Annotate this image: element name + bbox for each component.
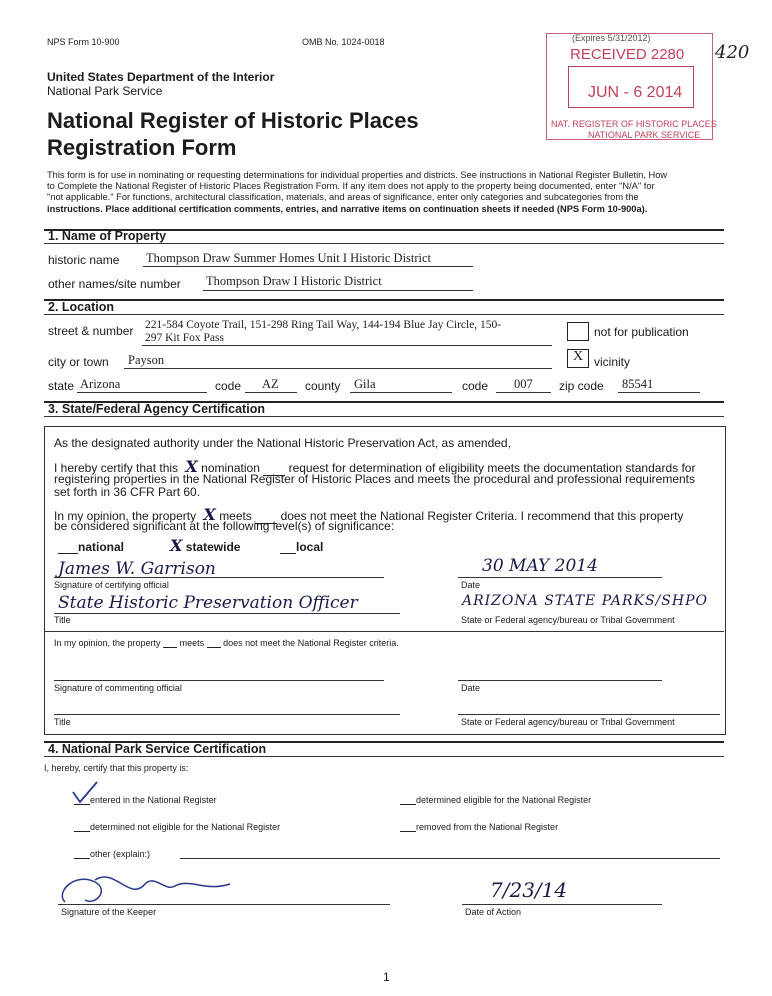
opinion-text: meets [179,638,205,648]
agency-label: State or Federal agency/bureau or Tribal Government [461,615,675,625]
nomination-mark: X [185,457,198,476]
street-value-line1[interactable]: 221-584 Coyote Trail, 151-298 Ring Tail Way, 144-194 Blue Jay Circle, 150- [145,319,502,331]
blank-line [280,542,296,554]
title-line [54,714,400,715]
intro-line: to Complete the National Register of Historic Places Registration Form. If any item does not apply to the property being documented, enter "N/A" for [47,181,655,192]
meets-mark: X [203,505,216,524]
cert-para-4: set forth in 36 CFR Part 60. [54,485,201,499]
field-underline [142,345,552,346]
signature-line [54,577,384,578]
agency-line [458,714,720,715]
section-1-heading: 1. Name of Property [48,229,167,243]
stamp-received: RECEIVED 2280 [570,46,685,63]
date-line [458,577,662,578]
blank-line [74,849,90,859]
option-determined-eligible-label: determined eligible for the National Register [416,795,592,805]
option-other-label: other (explain:) [90,849,151,859]
cert-para-1: As the designated authority under the National Historic Preservation Act, as amended, [54,436,511,450]
department: United States Department of the Interior [47,70,275,84]
blank-line [58,542,78,554]
level-national[interactable] [58,540,124,554]
expires-date: (Expires 5/31/2012) [572,33,651,43]
state-value[interactable]: Arizona [80,377,121,391]
intro-line: "not applicable." For functions, architectural classification, materials, and areas of significance, enter only categories and subcategories from the [47,192,639,203]
option-not-eligible[interactable] [74,822,280,832]
keeper-signature-scribble [55,862,245,910]
section-rule [44,314,724,315]
field-underline [203,290,473,291]
zip-value[interactable]: 85541 [622,377,654,391]
cert-text: request for determination of eligibility meets the documentation standards for [288,461,696,475]
form-title-line1: National Register of Historic Places [47,108,419,133]
date-of-action-label: Date of Action [465,907,522,917]
stamp-line2: NATIONAL PARK SERVICE [588,130,701,140]
statewide-mark: X [170,536,183,555]
field-underline [124,368,552,369]
level-national-label: national [78,540,125,554]
divider [44,631,724,632]
stamp-date: JUN - 6 2014 [588,84,683,101]
option-entered-label: entered in the National Register [90,795,217,805]
level-local[interactable] [280,540,323,554]
intro-text [47,170,667,215]
stamp-line1: NAT. REGISTER OF HISTORIC PLACES [551,119,717,129]
field-underline [350,392,452,393]
commenting-date-label: Date [461,683,481,693]
historic-name-value[interactable]: Thompson Draw Summer Homes Unit I Historic District [146,251,432,265]
certify-date-handwritten: 30 MAY 2014 [482,556,598,576]
county-label: county [305,379,341,393]
cert-text: In my opinion, the property [54,509,197,523]
state-code-value[interactable]: AZ [262,377,279,391]
date-label: Date [461,580,481,590]
historic-name-label: historic name [48,253,120,267]
other-names-value[interactable]: Thompson Draw I Historic District [206,274,382,288]
field-underline [618,392,700,393]
action-date-handwritten: 7/23/14 [490,878,568,902]
form-number: NPS Form 10-900 [47,37,120,47]
certifying-signature: James W. Garrison [58,559,216,579]
field-underline [77,392,207,393]
field-underline [245,392,297,393]
not-for-publication-checkbox[interactable] [567,322,589,341]
state-label: state [48,379,75,393]
section-3-heading: 3. State/Federal Agency Certification [48,402,265,416]
county-value[interactable]: Gila [354,377,376,391]
page-number: 1 [383,970,390,984]
option-entered[interactable] [74,795,217,805]
title-label: Title [54,615,71,625]
opinion-text: In my opinion, the property [54,638,161,648]
date-line [462,904,662,905]
cert-text: nomination [201,461,260,475]
title-handwritten: State Historic Preservation Officer [58,593,358,613]
commenting-agency-label: State or Federal agency/bureau or Tribal Government [461,717,675,727]
blank-line [400,795,416,805]
section-rule [44,243,724,244]
keeper-intro: I, hereby, certify that this property is: [44,763,189,773]
keeper-signature-label: Signature of the Keeper [61,907,157,917]
field-underline [143,266,473,267]
not-for-publication-label: not for publication [594,325,689,339]
section-rule [44,416,724,417]
level-statewide[interactable] [170,536,240,555]
other-names-label: other names/site number [48,277,181,291]
cert-para-3: registering properties in the National Register of Historic Places and meets the procedural and professional requirements [54,472,695,486]
street-value-line2[interactable]: 297 Kit Fox Pass [145,332,224,344]
commenting-title-label: Title [54,717,71,727]
city-value[interactable]: Payson [128,353,165,367]
blank-line [74,822,90,832]
agency-handwritten: ARIZONA STATE PARKS/SHPO [462,593,708,609]
option-determined-eligible[interactable] [400,795,591,805]
intro-line: instructions. Place additional certification comments, entries, and narrative items on continuation sheets if needed (NPS Form 10-900a). [47,203,648,214]
commenting-signature-label: Signature of commenting official [54,683,182,693]
cert-text: does not meet the National Register Criteria. I recommend that this property [280,509,684,523]
level-statewide-label: statewide [185,540,241,554]
section-4-heading: 4. National Park Service Certification [48,742,267,756]
opinion-text: does not meet the National Register criteria. [223,638,399,648]
service: National Park Service [47,84,163,98]
handwritten-number: 420 [715,42,750,63]
section-rule [44,299,724,301]
option-removed-label: removed from the National Register [416,822,559,832]
cert-para-6: be considered significant at the following level(s) of significance: [54,519,395,533]
city-label: city or town [48,355,109,369]
form-title-line2: Registration Form [47,135,237,160]
code-label: code [215,379,242,393]
vicinity-label: vicinity [594,355,631,369]
option-other[interactable] [74,849,150,859]
level-local-label: local [296,540,324,554]
county-code-label: code [462,379,489,393]
blank-line [400,822,416,832]
county-code-value[interactable]: 007 [514,377,533,391]
option-not-eligible-label: determined not eligible for the National Register [90,822,281,832]
street-label: street & number [48,324,134,338]
option-removed[interactable] [400,822,558,832]
date-line [458,680,662,681]
intro-line: This form is for use in nominating or requesting determinations for individual properties and districts. See instructions in National Register Bulletin, How [47,170,668,180]
blank-line [207,638,221,648]
blank-line [163,638,177,648]
explain-line [180,858,720,859]
field-underline [496,392,551,393]
signature-line [58,904,390,905]
blank-line [74,795,90,805]
signature-line [54,680,384,681]
cert-text: meets [219,509,252,523]
zip-label: zip code [559,379,604,393]
opinion-line [54,638,399,648]
title-line [54,613,400,614]
section-rule [44,756,724,757]
signature-label: Signature of certifying official [54,580,169,590]
vicinity-check-mark: X [573,349,584,364]
section-2-heading: 2. Location [48,300,114,314]
cert-text: I hereby certify that this [54,461,179,475]
omb-number: OMB No. 1024-0018 [302,37,385,47]
